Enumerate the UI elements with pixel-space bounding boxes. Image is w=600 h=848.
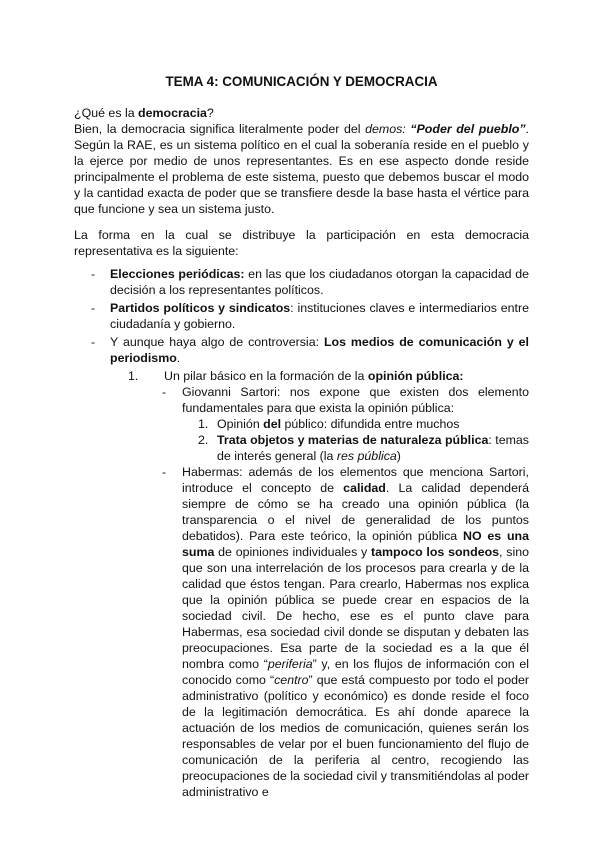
- number-label: 2.: [198, 433, 209, 447]
- number-label: 1.: [128, 369, 139, 383]
- haber-bold-no-suma: NO es una suma: [182, 529, 529, 559]
- haber-text-d: , sino que son una interrelación de los procesos para crearla y de la calidad que éstos tengan. Para crearlo, Habermas nos explica que la opinión pública se puede crear en espacios de la sociedad civil. De hecho, ese es el punto clave para Habermas, esa sociedad civil donde se disputan y debaten las preocupaciones. Esa parte de la sociedad es a la que él nombra como “: [182, 545, 529, 671]
- bullet-dash: -: [91, 267, 96, 281]
- sartori-2-text-a: : temas de interés general (la: [217, 433, 529, 463]
- bullet-dash: -: [162, 465, 167, 479]
- list-item-sartori: [74, 384, 529, 416]
- sartori-1-text-b: público: difundida entre muchos: [281, 417, 460, 431]
- item2-text: : instituciones claves e intermediarios entre ciudadanía y gobierno.: [110, 301, 529, 331]
- list-item-medios: [74, 334, 529, 800]
- numbered-item-opinion: [74, 368, 529, 384]
- haber-text-a: Habermas: además de los elementos que menciona Sartori, introduce el concepto de: [182, 465, 529, 495]
- haber-text-b: . La calidad dependerá siempre de cómo se ha creado una opinión pública (la transparencia o el nivel de generalidad de los puntos debatidos). Para este teórico, la opinión pública: [182, 481, 529, 543]
- sartori-1-text-a: Opinión: [217, 417, 264, 431]
- item3-text: Y aunque haya algo de controversia:: [110, 335, 324, 349]
- bullet-dash: -: [162, 385, 167, 399]
- list-item-elecciones: [74, 266, 529, 298]
- sartori-item-2: [74, 432, 529, 464]
- list-item-habermas: [74, 464, 529, 800]
- participation-list: [74, 266, 529, 802]
- bullet-dash: -: [91, 335, 96, 349]
- intro-paragraph: [74, 121, 529, 217]
- theorists-list: [74, 384, 529, 800]
- sartori-sublist-wrap: [74, 416, 529, 464]
- intro-bolditalic: “Poder del pueblo”: [410, 122, 526, 136]
- num1-bold: opinión pública:: [367, 369, 464, 383]
- item2-bold: Partidos políticos y sindicatos: [110, 301, 291, 315]
- sartori-2-text-b: ): [396, 449, 401, 463]
- sartori-item-1: [74, 416, 529, 432]
- haber-italic-centro: centro: [274, 673, 309, 687]
- item3-bold: Los medios de comunicación y el periodismo: [110, 335, 529, 365]
- haber-bold-calidad: calidad: [343, 481, 386, 495]
- intro-italic: demos:: [365, 122, 406, 136]
- haber-text-f: ” que está compuesto por todo el poder administrativo (político y económico) es donde reside el foco de la legitimación democrática. Es ahí donde aparece la actuación de los medios de comunicación, quienes serán los responsables de velar por el buen funcionamiento del flujo de comunicación de la periferia al centro, recogiendo las preocupaciones de la sociedad civil y transmitiéndolas al poder administrativo e: [182, 673, 529, 799]
- page-title: TEMA 4: COMUNICACIÓN Y DEMOCRACIA: [165, 74, 438, 89]
- question-bold: democracia: [138, 106, 207, 120]
- haber-italic-periferia: periferia: [267, 657, 313, 671]
- question-text: ¿Qué es la: [74, 106, 139, 120]
- distribution-paragraph: [74, 227, 529, 259]
- question-mark: ?: [206, 106, 214, 120]
- haber-text-e: ” y, en los flujos de información con el conocido como “: [182, 657, 529, 687]
- intro-question: [74, 105, 529, 121]
- bullet-dash: -: [91, 301, 96, 315]
- intro-text-a: Bien, la democracia significa literalmente poder del: [74, 122, 366, 136]
- sartori-1-bold: del: [263, 417, 282, 431]
- item1-text: en las que los ciudadanos otorgan la capacidad de decisión a los representantes políticos.: [110, 267, 529, 297]
- haber-bold-sondeos: tampoco los sondeos: [371, 545, 500, 559]
- list-item-partidos: [74, 300, 529, 332]
- distribution-text: La forma en la cual se distribuye la participación en esta democracia representativa es la siguiente:: [74, 228, 529, 258]
- sartori-text: Giovanni Sartori: nos expone que existen dos elemento fundamentales para que exista la opinión pública:: [182, 385, 529, 415]
- sartori-2-bold: Trata objetos y materias de naturaleza pública: [217, 433, 489, 447]
- sartori-2-italic: res pública: [336, 449, 397, 463]
- item1-bold: Elecciones periódicas:: [110, 267, 245, 281]
- intro-section: [74, 105, 529, 217]
- haber-text-c: de opiniones individuales y: [214, 545, 372, 559]
- intro-text-b: . Según la RAE, es un sistema político en el cual la soberanía reside en el pueblo y la ejerce por medio de unos representantes. Es en ese aspecto donde reside principalmente el problema de este sistema, puesto que debemos buscar el modo y la cantidad exacta de poder que se transfiere desde la base hasta el vértice para que funcione y sea un sistema justo.: [74, 122, 529, 216]
- item3-end: .: [176, 351, 181, 365]
- num1-text: Un pilar básico en la formación de la: [164, 369, 368, 383]
- sartori-sublist: [74, 416, 529, 464]
- number-label: 1.: [198, 417, 209, 431]
